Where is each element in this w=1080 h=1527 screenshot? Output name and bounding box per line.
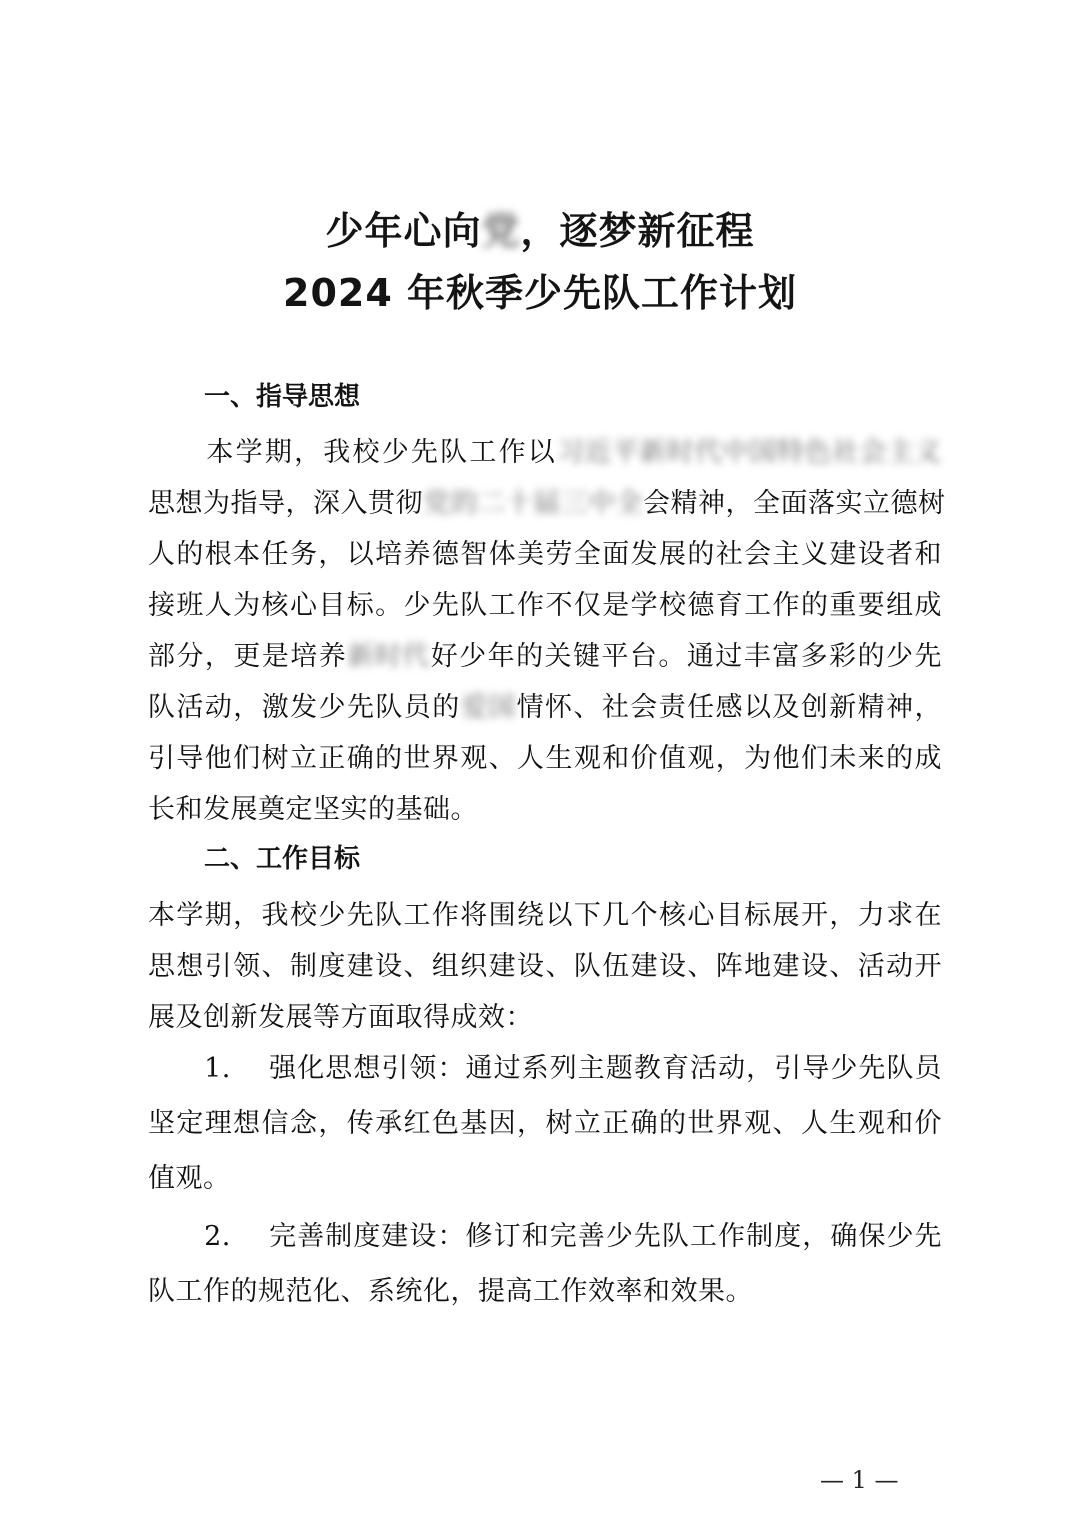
paragraph-line: 队活动，激发少先队员的爱国情怀、社会责任感以及创新精神， bbox=[148, 692, 943, 723]
title-text: ，逐梦新征程 bbox=[520, 209, 755, 253]
section-heading-work-goals: 二、工作目标 bbox=[204, 844, 361, 874]
list-item-1-line: 坚定理想信念，传承红色基因，树立正确的世界观、人生观和价 bbox=[148, 1108, 942, 1139]
document-title-line-1 bbox=[0, 200, 1080, 255]
list-item-1-line: 值观。 bbox=[148, 1163, 231, 1194]
title-text: 少年心向 bbox=[325, 209, 482, 253]
paragraph-line: 思想引领、制度建设、组织建设、队伍建设、阵地建设、活动开 bbox=[148, 951, 942, 982]
list-item-2-line: 2. 完善制度建设：修订和完善少先队工作制度，确保少先 bbox=[148, 1221, 942, 1252]
paragraph-line: 长和发展奠定坚实的基础。 bbox=[148, 794, 478, 825]
redacted-text: 爱国 bbox=[460, 692, 516, 723]
section-heading-guiding-ideology: 一、指导思想 bbox=[204, 382, 361, 412]
list-item-1-line: 1. 强化思想引领：通过系列主题教育活动，引导少先队员 bbox=[148, 1053, 942, 1084]
paragraph-line: 引导他们树立正确的世界观、人生观和价值观，为他们未来的成 bbox=[148, 743, 942, 774]
document-title-line-2: 2024 年秋季少先队工作计划 bbox=[283, 271, 797, 315]
paragraph-line: 部分，更是培养新时代好少年的关键平台。通过丰富多彩的少先 bbox=[148, 641, 943, 672]
paragraph-line: 思想为指导，深入贯彻党的二十届三中全会精神，全面落实立德树 bbox=[148, 488, 946, 519]
paragraph-line: 展及创新发展等方面取得成效： bbox=[148, 1002, 533, 1033]
paragraph-line: 本学期，我校少先队工作将围绕以下几个核心目标展开，力求在 bbox=[148, 900, 942, 931]
redacted-text: 习近平新时代中国特色社会主义 bbox=[557, 437, 942, 468]
paragraph-line: 接班人为核心目标。少先队工作不仅是学校德育工作的重要组成 bbox=[148, 590, 942, 621]
redacted-text: 新时代 bbox=[347, 641, 430, 672]
redacted-text: 党的二十届三中全 bbox=[423, 488, 643, 519]
paragraph-line: 人的根本任务，以培养德智体美劳全面发展的社会主义建设者和 bbox=[148, 539, 942, 570]
redacted-text: 党 bbox=[481, 209, 521, 253]
list-item-2-line: 队工作的规范化、系统化，提高工作效率和效果。 bbox=[148, 1276, 753, 1307]
page-number: — 1 — bbox=[820, 1466, 899, 1494]
paragraph-line: 本学期，我校少先队工作以习近平新时代中国特色社会主义 bbox=[148, 437, 942, 468]
